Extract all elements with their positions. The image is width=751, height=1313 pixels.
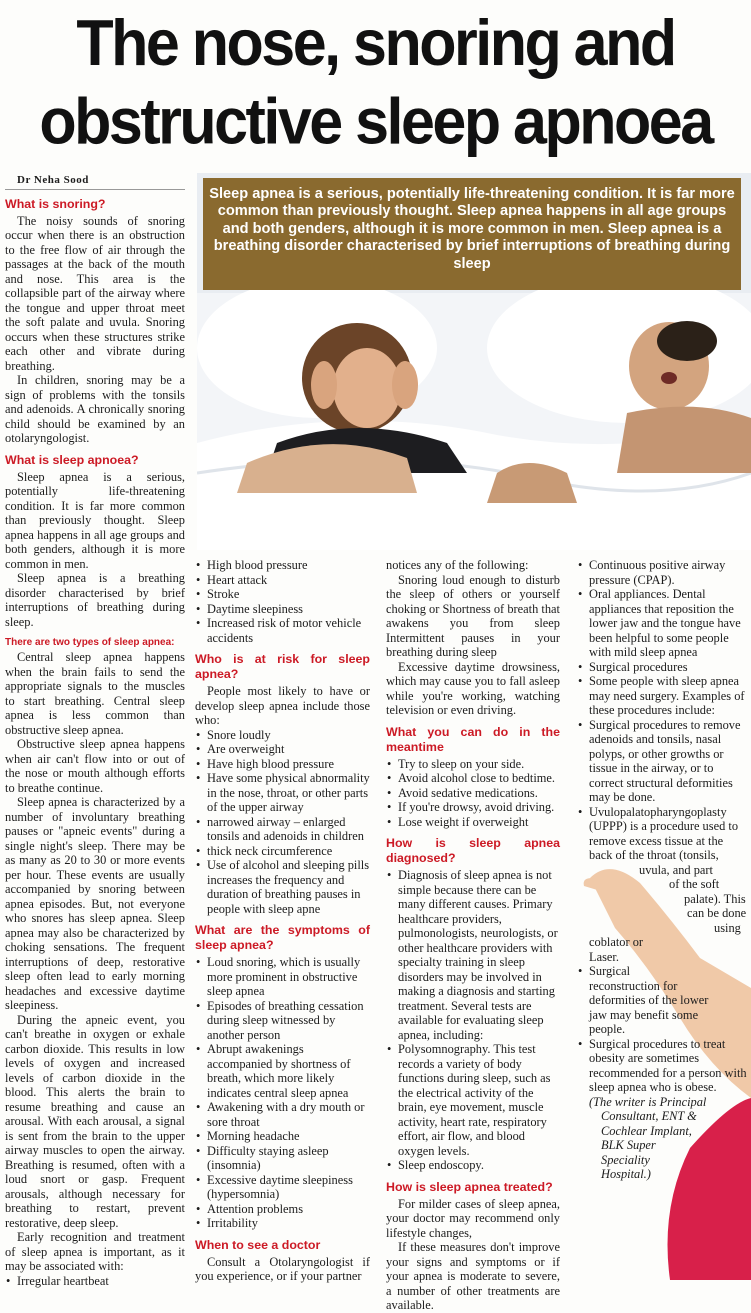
list-item: • Stroke (195, 587, 370, 602)
uppp-text: coblator or Laser. (589, 935, 644, 964)
headline-line-1: The nose, snoring and (76, 6, 675, 79)
list-item: • Avoid sedative medications. (386, 786, 560, 801)
list-item: • Polysomnography. This test records a variety of body functions during sleep, such as the electrical activity of the brain, eye movement, muscle activity, heart rate, respiratory effort, air flow, and blood oxygen levels. (386, 1042, 560, 1158)
writer-line: Hospital.) (601, 1167, 651, 1181)
bullet-list-symptoms (195, 955, 370, 1231)
paragraph: Central sleep apnea happens when the brain fails to send the appropriate signals to the muscles to start breathing. Central sleep apnea is less common than obstructive sleep apnea. (5, 650, 185, 737)
list-item: • Increased risk of motor vehicle accidents (195, 616, 370, 645)
list-item: • Surgical procedures to remove adenoids and tonsils, nasal polyps, or other growths or tissue in the airway, or to correct structural deformities may be done. (577, 718, 747, 805)
heading-when-to-see-doctor: When to see a doctor (195, 1237, 321, 1252)
paragraph: Early recognition and treatment of sleep apnea is important, as it may be associated with: (5, 1230, 185, 1273)
column-2 (195, 558, 370, 1284)
bullet-list-treatments (577, 558, 747, 1095)
writer-credit (589, 1095, 747, 1182)
list-item: • High blood pressure (195, 558, 370, 573)
list-item: • Attention problems (195, 1202, 370, 1217)
uppp-text: can be done (687, 906, 747, 920)
list-item: • Loud snoring, which is usually more prominent in obstructive sleep apnea (195, 955, 370, 999)
list-item: • Lose weight if overweight (386, 815, 560, 830)
paragraph: Obstructive sleep apnea happens when air can't flow into or out of the nose or mouth although efforts to breathe continue. (5, 737, 185, 795)
list-item: • Heart attack (195, 573, 370, 588)
column-3 (386, 558, 560, 1313)
heading-what-is-snoring: What is snoring? (5, 196, 106, 211)
writer-line: BLK Super (601, 1138, 656, 1152)
list-item: • Some people with sleep apnea may need surgery. Examples of these procedures include: (577, 674, 747, 718)
list-item: • Have high blood pressure (195, 757, 370, 772)
byline: Dr Neha Sood (17, 174, 89, 186)
list-item: • Surgical procedures (577, 660, 747, 675)
heading-who-is-at-risk: Who is at risk for sleep apnea? (195, 652, 370, 681)
list-item (577, 964, 747, 1037)
bullet-list-meantime (386, 757, 560, 830)
bullet-list (5, 1274, 185, 1289)
list-item: • Irritability (195, 1216, 370, 1231)
paragraph: notices any of the following: (386, 558, 529, 572)
heading-what-is-sleep-apnoea: What is sleep apnoea? (5, 452, 139, 467)
heading-treated: How is sleep apnea treated? (386, 1179, 553, 1194)
paragraph: Consult a Otolaryngologist if you experience, or if your partner (195, 1254, 370, 1283)
headline-line-2: obstructive sleep apnoea (39, 85, 712, 158)
bullet-list-risk (195, 728, 370, 917)
paragraph: The noisy sounds of snoring occur when there is an obstruction to the free flow of air through the passages at the back of the mouth and nose. This area is the collapsible part of the airway where the tongue and upper throat meet the soft palate and uvula. Snoring occurs when these structures strike each other and vibrate during breathing. (5, 213, 185, 373)
list-item: • Excessive daytime sleepiness (hypersomnia) (195, 1173, 370, 1202)
list-item: • Difficulty staying asleep (insomnia) (195, 1144, 370, 1173)
paragraph: Excessive daytime drowsiness, which may cause you to fall asleep while you're working, watching television or even driving. (386, 659, 560, 717)
headline (0, 4, 751, 161)
list-item: • Sleep endoscopy. (386, 1158, 560, 1173)
uppp-text: uvula, and part (639, 862, 713, 877)
paragraph: Sleep apnea is a breathing disorder characterised by brief interruptions of breathing during sleep. (5, 571, 185, 629)
list-item: • Awakening with a dry mouth or sore throat (195, 1100, 370, 1129)
list-item: • Are overweight (195, 742, 370, 757)
list-item: • Daytime sleepiness (195, 602, 370, 617)
list-item: • Surgical procedures to treat obesity are sometimes recommended for a person with sleep apnea who is obese. (577, 1037, 747, 1095)
uppp-text: using (714, 920, 741, 935)
list-item (577, 805, 747, 965)
paragraph: Sleep apnea is characterized by a number of involuntary breathing pauses or "apneic events" during a single night's sleep. There may be as many as 20 to 30 or more events per hour. These events are usually accompanied by snoring between apnea episodes. But, not everyone who snores has sleep apnea. Sleep apnea may also be characterized by choking sensations. The frequent interruptions of deep, restorative sleep often lead to early morning headaches and excessive daytime sleepiness. (5, 795, 185, 1012)
paragraph: People most likely to have or develop sleep apnea include those who: (195, 684, 370, 727)
heading-meantime: What you can do in the meantime (386, 724, 560, 754)
writer-line: (The writer is Principal (589, 1094, 707, 1109)
divider (5, 189, 185, 190)
writer-line: Consultant, ENT & (601, 1109, 697, 1123)
callout-box: Sleep apnea is a serious, potentially life-threatening condition. It is far more common than previously thought. Sleep apnea happens in all age groups and both genders, although it is more common in men. Sleep apnea is a breathing disorder characterised by brief interruptions of breathing during sleep (203, 178, 741, 290)
list-item: • Avoid alcohol close to bedtime. (386, 771, 560, 786)
paragraph: During the apneic event, you can't breathe in oxygen or exhale carbon dioxide. This results in low levels of oxygen and increased levels of carbon dioxide in the blood. This alerts the brain to resume breathing and cause an arousal. With each arousal, a signal is sent from the brain to the upper airway muscles to open the airway. Breathing is resumed, often with a loud snort or gasp. Frequent arousals, although necessary for breathing to restart, prevent restorative, deep sleep. (5, 1012, 185, 1230)
heading-diagnosed: How is sleep apnea diagnosed? (386, 836, 560, 865)
column-1 (5, 173, 185, 1288)
paragraph: Snoring loud enough to disturb the sleep of others or yourself choking or Shortness of breath that awakens you from sleep Intermittent pauses in your breathing during sleep (386, 572, 560, 659)
list-item: • Diagnosis of sleep apnea is not simple because there can be many different causes. Primary healthcare providers, pulmonologists, neurologists, or other healthcare providers with specialty training in sleep disorders may be involved in making a diagnosis and starting treatment. Several tests are available for evaluating sleep apnea, including: (386, 868, 560, 1042)
uppp-text: Uvulopalatopharyngoplasty (UPPP) is a procedure used to remove excess tissue at the back of the throat (tonsils, (589, 804, 739, 862)
jaw-text: deformities of the lower jaw may benefit some people. (589, 993, 709, 1036)
bullet-list-diagnosed (386, 868, 560, 1173)
list-item: • narrowed airway – enlarged tonsils and adenoids in children (195, 815, 370, 844)
list-item: • Episodes of breathing cessation during sleep witnessed by another person (195, 999, 370, 1043)
paragraph: In children, snoring may be a sign of problems with the tonsils and adenoids. A chronically snoring child should be examined by an otolaryngologist. (5, 373, 185, 445)
list-item: • Snore loudly (195, 728, 370, 743)
jaw-text: • Surgical reconstruction for (589, 964, 678, 993)
list-item: • Morning headache (195, 1129, 370, 1144)
list-item: • If you're drowsy, avoid driving. (386, 800, 560, 815)
heading-symptoms: What are the symptoms of sleep apnea? (195, 923, 370, 952)
list-item: • Continuous positive airway pressure (CPAP). (577, 558, 747, 587)
list-item: • Have some physical abnormality in the nose, throat, or other parts of the upper airway (195, 771, 370, 815)
list-item: • Use of alcohol and sleeping pills increases the frequency and duration of breathing pauses in people with sleep apne (195, 858, 370, 916)
list-item: • thick neck circumference (195, 844, 370, 859)
list-item: • Abrupt awakenings accompanied by shortness of breath, which more likely indicates central sleep apnea (195, 1042, 370, 1100)
list-item: • Oral appliances. Dental appliances that reposition the lower jaw and the tongue have been helpful to some people with mild sleep apnea (577, 587, 747, 660)
paragraph: Sleep apnea is a serious, potentially life-threatening condition. It is far more common than previously thought. Sleep apnea happens in all age groups and both genders, although it is more common in men. (5, 469, 185, 571)
uppp-text: palate). This (684, 891, 746, 906)
column-4 (577, 558, 747, 1182)
writer-line: Cochlear Implant, (601, 1123, 692, 1138)
paragraph: If these measures don't improve your signs and symptoms or if your apnea is moderate to severe, a number of other treatments are available. (386, 1240, 560, 1312)
bullet-list-associated (195, 558, 370, 645)
uppp-text: of the soft (669, 877, 720, 891)
list-item: • Irregular heartbeat (5, 1274, 185, 1289)
heading-two-types: There are two types of sleep apnea: (5, 637, 175, 648)
list-item: • Try to sleep on your side. (386, 757, 560, 772)
writer-line: Speciality (601, 1152, 650, 1167)
paragraph: For milder cases of sleep apnea, your doctor may recommend only lifestyle changes, (386, 1196, 560, 1240)
